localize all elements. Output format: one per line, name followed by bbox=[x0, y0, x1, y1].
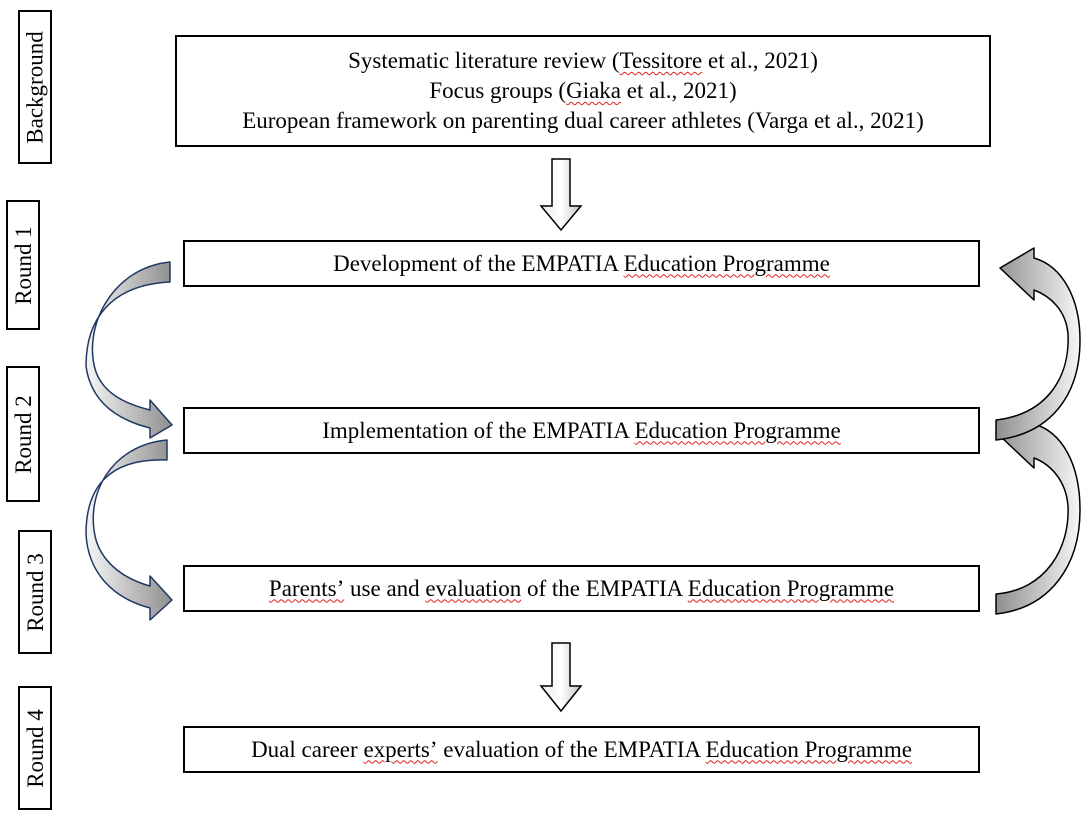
round2-text-b: Education Programme bbox=[634, 417, 841, 443]
stage-label-round-1-text: Round 1 bbox=[10, 225, 36, 305]
round3-text-d: of the EMPATIA bbox=[521, 575, 688, 601]
curved-arrow-round3-to-round2 bbox=[996, 414, 1080, 614]
round2-text-a: Implementation of the EMPATIA bbox=[322, 417, 635, 443]
background-line-3: European framework on parenting dual career athletes (Varga et al., 2021) bbox=[242, 107, 924, 133]
curved-arrow-round2-to-round1 bbox=[996, 248, 1080, 440]
round4-text-a: Dual career bbox=[251, 736, 364, 762]
round1-text-a: Development of the EMPATIA bbox=[333, 250, 624, 276]
curved-arrow-round1-to-round2 bbox=[86, 262, 172, 438]
round3-text-c: evaluation bbox=[425, 575, 522, 601]
background-line-1-c: et al., 2021) bbox=[702, 48, 818, 74]
background-line-2-b: Giaka bbox=[566, 78, 622, 104]
stage-label-round-2-text: Round 2 bbox=[10, 394, 36, 474]
round4-text-b: experts’ bbox=[363, 736, 438, 762]
background-line-1-b: Tessitore bbox=[619, 48, 703, 74]
stage-label-background-text: Background bbox=[22, 30, 48, 144]
round4-text-d: Education Programme bbox=[705, 736, 912, 762]
round4-text-c: evaluation of the EMPATIA bbox=[437, 736, 706, 762]
round3-text-e: Education Programme bbox=[687, 575, 895, 601]
down-arrow-2 bbox=[541, 643, 581, 711]
background-line-1-a: Systematic literature review ( bbox=[348, 48, 620, 74]
stage-label-round-3-text: Round 3 bbox=[22, 552, 48, 632]
stage-label-round-4-text: Round 4 bbox=[22, 708, 48, 788]
background-line-2-a: Focus groups ( bbox=[429, 78, 567, 104]
down-arrow-1 bbox=[541, 159, 581, 230]
round3-text-a: Parents’ bbox=[268, 575, 345, 601]
background-line-2-c: et al., 2021) bbox=[621, 78, 737, 104]
curved-arrow-round2-to-round3 bbox=[86, 440, 172, 620]
round1-text-b: Education Programme bbox=[623, 250, 830, 276]
round3-text-b: use and bbox=[344, 575, 426, 601]
